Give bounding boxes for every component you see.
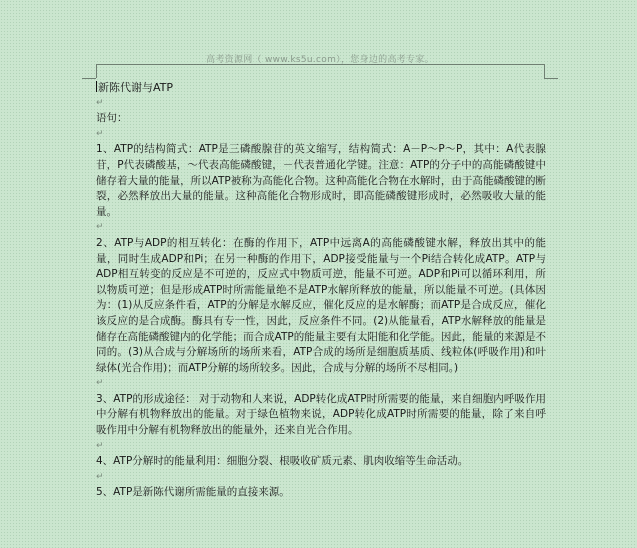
paragraph-5: 5、ATP是新陈代谢所需能量的直接来源。 [96, 486, 290, 499]
paragraph-3: 3、ATP的形成途径： 对于动物和人来说，ADP转化成ATP时所需要的能量，来自细胞内呼吸作用中分解有机物释放出的能量。对于绿色植物来说，ADP转化成ATP时所需要的能量，除了来自呼吸作用中分解有机物释放出的能量外，还来自光合作用。 [96, 392, 546, 437]
paragraph-mark: ↵ [96, 378, 104, 389]
paragraph-4: 4、ATP分解时的能量利用：细胞分裂、根吸收矿质元素、肌肉收缩等生命活动。 [96, 455, 469, 468]
intro-label: 语句： [96, 112, 128, 125]
paragraph-mark: ↵ [96, 128, 104, 139]
paragraph-mark: ↵ [96, 222, 104, 233]
document-body[interactable] [96, 80, 546, 501]
paragraph-mark: ↵ [96, 97, 104, 108]
paragraph-mark: ↵ [96, 440, 104, 451]
document-title: 新陈代谢与ATP [96, 80, 546, 96]
margin-corner-left-h [82, 78, 96, 79]
margin-corner-right [544, 64, 545, 78]
paragraph-2: 2、ATP与ADP的相互转化：在酶的作用下，ATP中远离A的高能磷酸键水解，释放出其中的能量，同时生成ADP和Pi；在另一种酶的作用下，ADP接受能量与一个Pi结合转化成ATP。ATP与ADP相互转变的反应是不可逆的，反应式中物质可逆，能量不可逆。ADP和Pi可以循环利用，所以物质可逆；但是形成ATP时所需能量绝不是ATP水解所释放的能量，所以能量不可逆。(具体因为：(1)从反应条件看，ATP的分解是水解反应，催化反应的是水解酶；而ATP是合成反应，催化该反应的是合成酶。酶具有专一性，因此，反应条件不同。(2)从能量看，ATP水解释放的能量是储存在高能磷酸键内的化学能；而合成ATP的能量主要有太阳能和化学能。因此，能量的来源是不同的。(3)从合成与分解场所的场所来看，ATP合成的场所是细胞质基质、线粒体(呼吸作用)和叶绿体(光合作用)；而ATP分解的场所较多。因此，合成与分解的场所不尽相同。) [96, 236, 546, 374]
paragraph-1: 1、ATP的结构简式：ATP是三磷酸腺苷的英文缩写，结构简式：A－P～P～P，其中：A代表腺苷，P代表磷酸基，～代表高能磷酸键，－代表普通化学键。注意：ATP的分子中的高能磷酸键中储存着大量的能量，所以ATP被称为高能化合物。这种高能化合物在水解时，由于高能磷酸键的断裂，必然释放出大量的能量。这种高能化合物形成时，即高能磷酸键形成时，必然吸收大量的能量。 [96, 143, 546, 218]
header-text: 高考资源网（ www.ks5u.com），您身边的高考专家。 [206, 55, 434, 65]
margin-corner-right-h [544, 78, 558, 79]
paragraph-mark: ↵ [96, 471, 104, 482]
header-rule [96, 64, 544, 65]
margin-corner-left [96, 64, 97, 78]
